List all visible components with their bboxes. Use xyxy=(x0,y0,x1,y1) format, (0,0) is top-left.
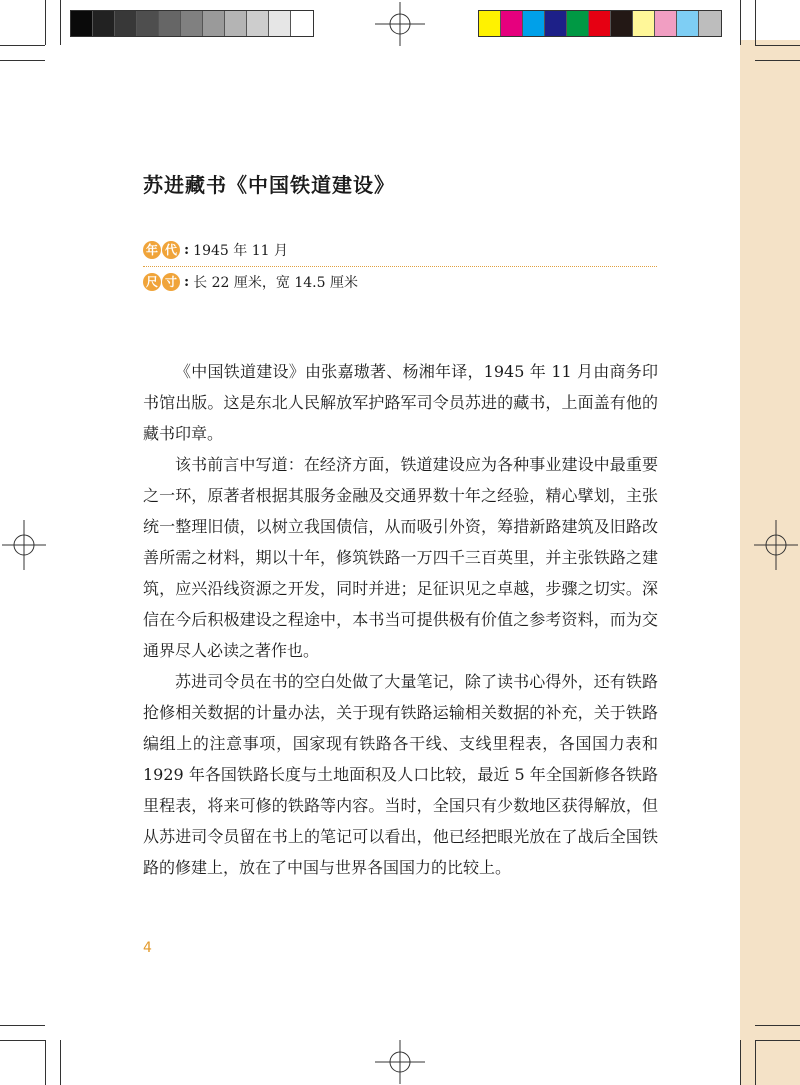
registration-mark-icon xyxy=(375,1040,425,1084)
article-title: 苏进藏书《中国铁道建设》 xyxy=(143,173,395,197)
color-swatch xyxy=(203,11,225,36)
color-swatch xyxy=(115,11,137,36)
page-number: 4 xyxy=(143,940,152,956)
crop-mark xyxy=(0,1040,45,1041)
era-value: 1945 年 11 月 xyxy=(193,243,288,259)
registration-mark-icon xyxy=(375,2,425,46)
color-swatch xyxy=(633,11,655,36)
meta-row-size: 尺 寸 : 长 22 厘米，宽 14.5 厘米 xyxy=(143,272,358,292)
crop-mark xyxy=(755,1040,800,1041)
color-swatch xyxy=(655,11,677,36)
crop-mark xyxy=(755,45,800,46)
paragraph: 《中国铁道建设》由张嘉璈著、杨湘年译，1945 年 11 月由商务印书馆出版。这是东北人民解放军护路军司令员苏进的藏书，上面盖有他的藏书印章。 xyxy=(143,362,658,443)
meta-row-era: 年 代 : 1945 年 11 月 xyxy=(143,240,288,260)
color-swatch xyxy=(501,11,523,36)
color-swatch xyxy=(545,11,567,36)
crop-mark xyxy=(755,0,756,45)
crop-mark xyxy=(740,1040,741,1085)
color-swatch xyxy=(225,11,247,36)
color-swatch xyxy=(159,11,181,36)
color-swatch xyxy=(589,11,611,36)
color-swatch xyxy=(611,11,633,36)
color-swatch xyxy=(93,11,115,36)
registration-mark-icon xyxy=(2,520,46,570)
paragraph: 苏进司令员在书的空白处做了大量笔记，除了读书心得外，还有铁路抢修相关数据的计量办法，关于现有铁路运输相关数据的补充，关于铁路编组上的注意事项，国家现有铁路各干线、支线里程表，各国国力表和 1929 年各国铁路长度与土地面积及人口比较，最近 5 年全国新修各铁路里程表，将来可修的铁路等内容。当时，全国只有少数地区获得解放，但从苏进司令员留在书上的笔记可以看出，他已经把眼光放在了战后全国铁路的修建上，放在了中国与世界各国国力的比较上。 xyxy=(143,672,658,877)
crop-mark xyxy=(45,0,46,45)
paragraph: 该书前言中写道：在经济方面，铁道建设应为各种事业建设中最重要之一环，原著者根据其服务金融及交通界数十年之经验，精心擘划，主张统一整理旧债，以树立我国债信，从而吸引外资，筹措新路建筑及旧路改善所需之材料，期以十年，修筑铁路一万四千三百英里，并主张铁路之建筑，应兴沿线资源之开发，同时并进；足征识见之卓越，步骤之切实。深信在今后积极建设之程途中，本书当可提供极有价值之参考资料，而为交通界尽人必读之著作也。 xyxy=(143,455,658,660)
color-swatch xyxy=(247,11,269,36)
color-swatch xyxy=(181,11,203,36)
crop-mark xyxy=(45,1040,46,1085)
crop-mark xyxy=(755,1040,756,1085)
process-color-bar xyxy=(478,10,722,37)
era-tag: 年 代 xyxy=(143,241,181,259)
color-swatch xyxy=(291,11,313,36)
crop-mark xyxy=(0,1025,45,1026)
color-swatch xyxy=(479,11,501,36)
color-swatch xyxy=(567,11,589,36)
color-swatch xyxy=(71,11,93,36)
color-swatch xyxy=(699,11,721,36)
crop-mark xyxy=(0,45,45,46)
meta-divider xyxy=(143,266,657,267)
color-swatch xyxy=(269,11,291,36)
crop-mark xyxy=(755,60,800,61)
size-tag: 尺 寸 xyxy=(143,273,181,291)
crop-mark xyxy=(755,1025,800,1026)
size-value: 长 22 厘米，宽 14.5 厘米 xyxy=(193,275,358,291)
crop-mark xyxy=(740,0,741,45)
color-swatch xyxy=(523,11,545,36)
grayscale-color-bar xyxy=(70,10,314,37)
crop-mark xyxy=(0,60,45,61)
color-swatch xyxy=(137,11,159,36)
registration-mark-icon xyxy=(754,520,798,570)
crop-mark xyxy=(60,1040,61,1085)
color-swatch xyxy=(677,11,699,36)
crop-mark xyxy=(60,0,61,45)
article-body xyxy=(143,356,658,883)
